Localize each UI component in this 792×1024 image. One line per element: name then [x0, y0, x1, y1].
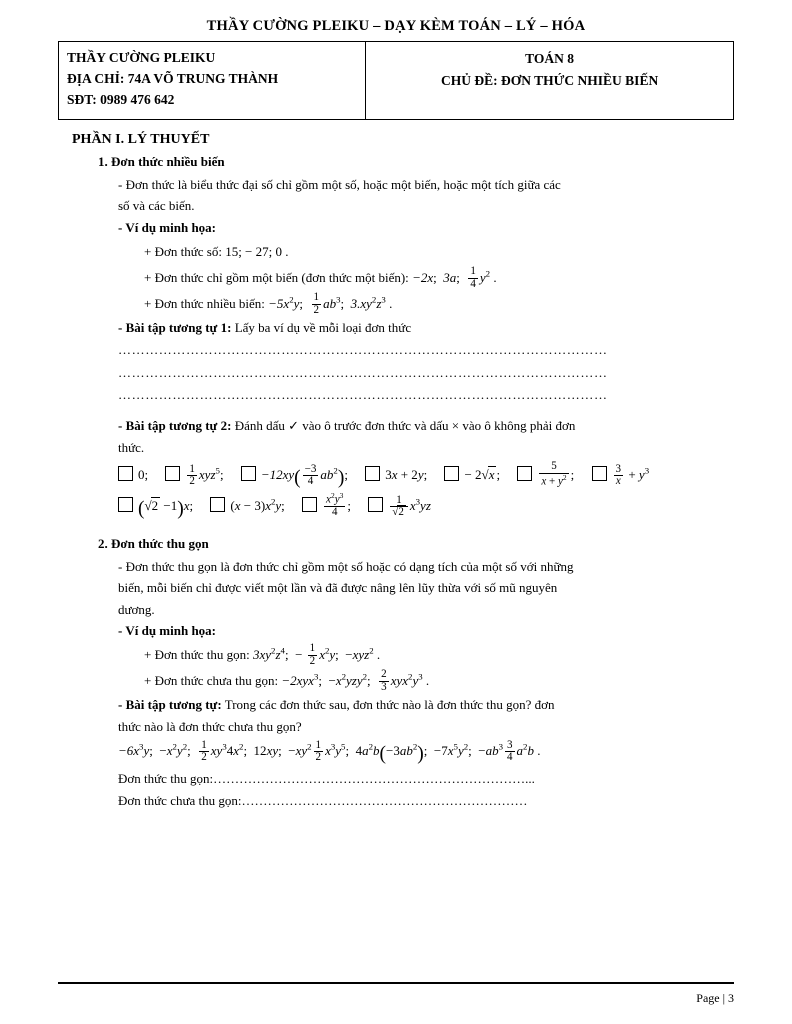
section2-example-label: - Ví dụ minh họa: [118, 622, 217, 638]
checkbox-item[interactable]: $\frac{1}{2}$ xyz$^5$; [165, 459, 223, 490]
section1-exercise1-text: Lấy ba ví dụ về mỗi loại đơn thức [231, 319, 412, 335]
section1-definition-line2: số và các biến. [118, 198, 195, 214]
section1-exercise2-text-cont: thức. [118, 440, 145, 456]
section1-exercise2-label: - Bài tập tương tự 2: [118, 418, 232, 434]
header-right-cell [366, 42, 734, 120]
checkbox-box[interactable] [517, 466, 532, 481]
section1-definition-line1: - Đơn thức là biểu thức đại số chỉ gồm một số, hoặc một biến, hoặc một tích giữa các [118, 176, 561, 192]
subject-grade: TOÁN 8 [525, 51, 575, 66]
page-number-footer [696, 991, 734, 1006]
header-info-table [58, 41, 734, 120]
answer-dots-line[interactable]: ……………………………………………………………………………………………… [118, 387, 608, 403]
checkbox-item[interactable]: (√2 −1)x; [118, 490, 193, 521]
checkbox-box[interactable] [368, 497, 383, 512]
section2-exercise-text-cont: thức nào là đơn thức chưa thu gọn? [118, 719, 302, 735]
checkbox-box[interactable] [302, 497, 317, 512]
topic-title: CHỦ ĐỀ: ĐƠN THỨC NHIỀU BIẾN [441, 72, 659, 88]
section2-exercise-text: Trong các đơn thức sau, đơn thức nào là đơn thức thu gọn? đơn [221, 697, 555, 713]
checkbox-row-2 [118, 490, 734, 521]
checkbox-item[interactable]: $(x - 3)x^2y$; [210, 490, 284, 521]
header-left-cell [59, 42, 366, 120]
checkbox-box[interactable] [444, 466, 459, 481]
checkbox-row-1 [118, 459, 734, 490]
section1-example-label: - Ví dụ minh họa: [118, 219, 217, 235]
section2-example-2: + Đơn thức chưa thu gọn: −2xyx$^3$; $-x^2yzy^2$; $\frac{2}{3}$ $xyx^2y^3$ . [144, 668, 430, 694]
section2-definition-line2: biến, mỗi biến chỉ được viết một lần và đã được nâng lên lũy thừa với số mũ nguyên [118, 580, 558, 596]
checkbox-box[interactable] [592, 466, 607, 481]
section2-definition-line1: - Đơn thức thu gọn là đơn thức chỉ gồm một số hoặc có dạng tích của một số với những [118, 558, 574, 574]
checkbox-item[interactable]: $\frac{x^2y^3}{4}$ ; [302, 490, 351, 521]
section2-exercise-label: - Bài tập tương tự: [118, 697, 222, 713]
teacher-name: THẦY CƯỜNG PLEIKU [67, 50, 216, 65]
teacher-phone: SĐT: 0989 476 642 [67, 91, 175, 107]
checkbox-item[interactable]: −12xy( $\frac{-3}{4}$ $ab^2$); [241, 459, 348, 490]
part-title: PHẦN I. LÝ THUYẾT [72, 131, 210, 147]
section1-exercise1-label: - Bài tập tương tự 1: [118, 319, 232, 335]
checkbox-item[interactable]: 0; [118, 459, 148, 490]
page-banner-title: THẦY CƯỜNG PLEIKU – DẠY KÈM TOÁN – LÝ – HÓA [206, 18, 586, 34]
section1-example-1: + Đơn thức số: 15; − 27; 0 . [144, 243, 289, 259]
section1-exercise2 [118, 415, 734, 437]
teacher-address: ĐỊA CHỈ: 74A VÕ TRUNG THÀNH [67, 70, 279, 86]
section1-example-2: + Đơn thức chỉ gồm một biến (đơn thức một biến): −2x; 3a; $\frac{1}{4}$ $y^2$ . [144, 265, 497, 290]
page-label: Page [696, 991, 720, 1005]
checkbox-box[interactable] [210, 497, 225, 512]
section1-exercise1 [118, 317, 734, 339]
checkbox-box[interactable] [365, 466, 380, 481]
page-separator: | [722, 991, 725, 1005]
checkbox-box[interactable] [118, 466, 133, 481]
checkbox-item[interactable]: − 2√x ; [444, 459, 500, 490]
checkbox-item[interactable]: $\frac{1}{√2}$ $x^3yz$ [368, 490, 431, 521]
section2-answer-line-2[interactable]: Đơn thức chưa thu gọn:………………………………………………………… [118, 792, 528, 808]
section1-exercise2-text: Đánh dấu ✓ vào ô trước đơn thức và dấu × vào ô không phải đơn [231, 418, 576, 434]
section2-exercise [118, 694, 734, 716]
answer-dots-line[interactable]: ……………………………………………………………………………………………… [118, 341, 608, 357]
section1-example-3: + Đơn thức nhiều biến: $-5x^2y$; $\frac{1}{2}$ $ab^3$; $3.xy^2z^3$ . [144, 291, 393, 316]
section1-title: 1. Đơn thức nhiều biến [98, 153, 225, 169]
answer-dots-line[interactable]: ……………………………………………………………………………………………… [118, 364, 608, 380]
checkbox-box[interactable] [165, 466, 180, 481]
checkbox-item[interactable]: $\frac{3}{x}$ + $y^3$ [592, 459, 650, 490]
checkbox-item[interactable]: 3x + 2y; [365, 459, 427, 490]
table-row [59, 42, 734, 120]
section2-answer-line-1[interactable]: Đơn thức thu gọn:………………………………………………………………... [118, 771, 535, 787]
checkbox-item[interactable]: $\frac{5}{x + y^2}$ ; [517, 459, 574, 490]
section2-definition-line3: dương. [118, 601, 155, 617]
page-number: 3 [728, 991, 734, 1005]
checkbox-box[interactable] [118, 497, 133, 512]
section2-exercise-expressions: $-6x^3y$; $-x^2y^2$; $\frac{1}{2}$ $xy^34x^2$; 12xy; $-xy^2$ $\frac{1}{2}$ $x^3y^5$; $4a^2b(-3ab^2)$; $-7x^5y^2$; $-ab^3$ $\frac{3}{4}$ $a^2b$ . [118, 738, 541, 765]
checkbox-box[interactable] [241, 466, 256, 481]
section2-example-1: + Đơn thức thu gọn: $3xy^2z^4$; − $\frac{1}{2}$ $x^2y$; −xyz$^2$ . [144, 642, 381, 668]
footer-divider [58, 982, 734, 984]
section2-title: 2. Đơn thức thu gọn [98, 535, 209, 551]
